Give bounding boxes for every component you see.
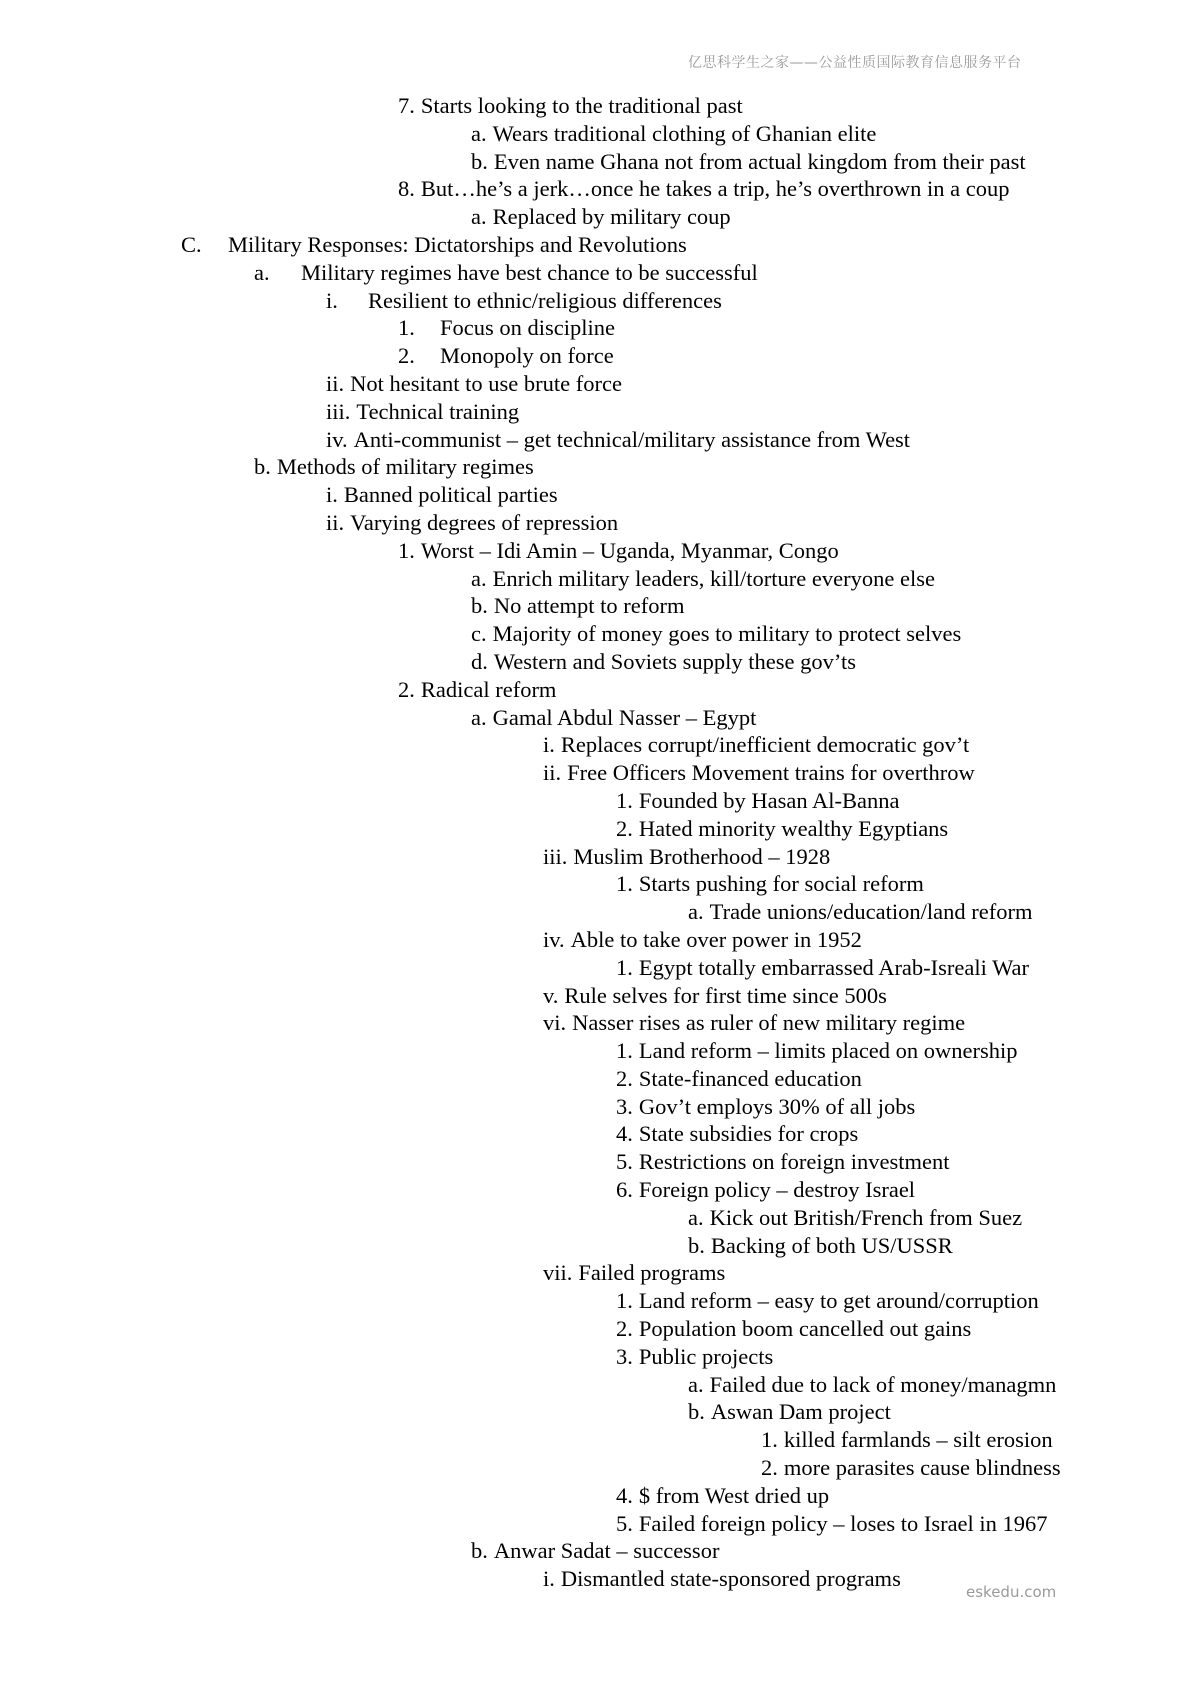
outline-item bbox=[0, 259, 1191, 287]
outline-item-marker: b. bbox=[471, 1538, 488, 1564]
outline-item-marker: ii. bbox=[543, 760, 562, 786]
outline-item-marker: a. bbox=[254, 259, 270, 285]
outline-item-text: Land reform – easy to get around/corruption bbox=[638, 1288, 1039, 1314]
outline-item bbox=[0, 620, 1191, 648]
outline-item-text: Muslim Brotherhood – 1928 bbox=[573, 843, 831, 869]
outline-item-marker: 4. bbox=[616, 1121, 633, 1147]
outline-item bbox=[0, 1537, 1191, 1565]
outline-item bbox=[0, 1065, 1191, 1093]
outline-item bbox=[0, 1232, 1191, 1260]
outline-item-text: Not hesitant to use brute force bbox=[350, 370, 622, 396]
outline-item bbox=[0, 370, 1191, 398]
outline-item-text: Enrich military leaders, kill/torture everyone else bbox=[492, 565, 935, 591]
outline-item bbox=[0, 898, 1191, 926]
outline-item-text: Gamal Abdul Nasser – Egypt bbox=[492, 704, 757, 730]
outline-item bbox=[0, 1398, 1191, 1426]
outline-item-marker: 1. bbox=[616, 1288, 633, 1314]
outline-item-marker: c. bbox=[471, 621, 487, 647]
outline-item-text: Rule selves for first time since 500s bbox=[564, 982, 887, 1008]
outline-item bbox=[0, 1204, 1191, 1232]
outline-item-text: Able to take over power in 1952 bbox=[570, 926, 862, 952]
outline-item-text: Public projects bbox=[638, 1343, 774, 1369]
outline-item bbox=[0, 1315, 1191, 1343]
outline-item-marker: a. bbox=[471, 704, 487, 730]
outline-item bbox=[0, 1120, 1191, 1148]
outline-item-marker: b. bbox=[688, 1399, 705, 1425]
outline-item-marker: C. bbox=[181, 231, 202, 257]
outline-item-marker: 2. bbox=[616, 1065, 633, 1091]
outline-item-marker: 7. bbox=[398, 93, 415, 118]
outline-item bbox=[0, 342, 1191, 370]
outline-item-marker: i. bbox=[543, 732, 555, 758]
outline-item bbox=[0, 509, 1191, 537]
outline-item-marker: d. bbox=[471, 648, 488, 674]
outline-item-text: Foreign policy – destroy Israel bbox=[638, 1177, 916, 1203]
outline-item-text: Dismantled state-sponsored programs bbox=[560, 1566, 901, 1592]
outline-item bbox=[0, 120, 1191, 148]
outline-item-text: Failed foreign policy – loses to Israel in 1967 bbox=[638, 1510, 1048, 1536]
outline-item bbox=[0, 1148, 1191, 1176]
outline-item bbox=[0, 1176, 1191, 1204]
outline-item-text: Trade unions/education/land reform bbox=[709, 899, 1033, 925]
outline-item-marker: a. bbox=[471, 565, 487, 591]
outline-item-text: State subsidies for crops bbox=[638, 1121, 859, 1147]
outline-item-text: State-financed education bbox=[638, 1065, 862, 1091]
outline-item-marker: 1. bbox=[616, 954, 633, 980]
outline-item-marker: v. bbox=[543, 982, 559, 1008]
outline-item-marker: 2. bbox=[616, 1316, 633, 1342]
outline-item bbox=[0, 231, 1191, 259]
outline-item-text: Banned political parties bbox=[343, 482, 558, 508]
outline-item-text: Military Responses: Dictatorships and Revolutions bbox=[228, 231, 687, 257]
outline-item-text: Anwar Sadat – successor bbox=[493, 1538, 720, 1564]
outline-item-text: Wears traditional clothing of Ghanian elite bbox=[492, 120, 877, 146]
outline-item-marker: i. bbox=[326, 287, 338, 313]
outline-item-marker: 1. bbox=[398, 537, 415, 563]
outline-item-text: Free Officers Movement trains for overthrow bbox=[567, 760, 975, 786]
outline-item bbox=[0, 704, 1191, 732]
outline-item-text: Hated minority wealthy Egyptians bbox=[638, 815, 949, 841]
outline-item-text: Replaces corrupt/inefficient democratic gov’t bbox=[560, 732, 970, 758]
outline-item bbox=[0, 92, 1191, 120]
outline-item bbox=[0, 815, 1191, 843]
outline-item-text: Radical reform bbox=[420, 676, 557, 702]
outline-item bbox=[0, 926, 1191, 954]
outline-item-marker: iii. bbox=[326, 398, 351, 424]
outline-item-marker: 1. bbox=[616, 787, 633, 813]
outline-item-marker: a. bbox=[471, 204, 487, 230]
outline-item bbox=[0, 1482, 1191, 1510]
outline-item bbox=[0, 759, 1191, 787]
outline-item-text: Founded by Hasan Al-Banna bbox=[638, 787, 900, 813]
outline-item-marker: 2. bbox=[398, 676, 415, 702]
outline-item bbox=[0, 1454, 1191, 1482]
outline-item-marker: b. bbox=[254, 454, 271, 480]
outline-item-text: Starts looking to the traditional past bbox=[420, 93, 743, 118]
outline-item-text: Replaced by military coup bbox=[492, 204, 731, 230]
outline-item bbox=[0, 787, 1191, 815]
outline-item bbox=[0, 843, 1191, 871]
outline-item-marker: 2. bbox=[761, 1455, 778, 1481]
outline-item-marker: 1. bbox=[616, 871, 633, 897]
outline-item bbox=[0, 1009, 1191, 1037]
outline-item-text: Majority of money goes to military to protect selves bbox=[492, 621, 962, 647]
outline-item-marker: 1. bbox=[761, 1427, 778, 1453]
outline-item-text: killed farmlands – silt erosion bbox=[783, 1427, 1053, 1453]
outline-item bbox=[0, 731, 1191, 759]
document-outline bbox=[0, 92, 1191, 1593]
outline-item bbox=[0, 1510, 1191, 1538]
outline-item-marker: iv. bbox=[543, 926, 565, 952]
outline-item bbox=[0, 148, 1191, 176]
outline-item-text: Starts pushing for social reform bbox=[638, 871, 924, 897]
outline-item-marker: iii. bbox=[543, 843, 568, 869]
outline-item bbox=[0, 537, 1191, 565]
outline-item-text: Technical training bbox=[356, 398, 520, 424]
outline-item-text: Failed due to lack of money/managmn bbox=[709, 1371, 1057, 1397]
outline-item-text: Aswan Dam project bbox=[710, 1399, 891, 1425]
outline-item-text: Monopoly on force bbox=[440, 343, 614, 369]
outline-item bbox=[0, 1287, 1191, 1315]
outline-item-text: Worst – Idi Amin – Uganda, Myanmar, Congo bbox=[420, 537, 839, 563]
outline-item-marker: 2. bbox=[398, 343, 415, 369]
outline-item-text: $ from West dried up bbox=[638, 1482, 830, 1508]
outline-item bbox=[0, 398, 1191, 426]
outline-item-marker: b. bbox=[688, 1232, 705, 1258]
outline-item-marker: 5. bbox=[616, 1149, 633, 1175]
outline-item bbox=[0, 1259, 1191, 1287]
outline-item bbox=[0, 203, 1191, 231]
watermark-footer-text: eskedu.com bbox=[966, 1583, 1057, 1601]
outline-item bbox=[0, 426, 1191, 454]
outline-item-text: No attempt to reform bbox=[493, 593, 685, 619]
outline-item-marker: a. bbox=[688, 899, 704, 925]
outline-item bbox=[0, 592, 1191, 620]
outline-item-marker: a. bbox=[471, 120, 487, 146]
outline-item-text: Gov’t employs 30% of all jobs bbox=[638, 1093, 916, 1119]
outline-item bbox=[0, 676, 1191, 704]
outline-item-marker: 4. bbox=[616, 1482, 633, 1508]
outline-item bbox=[0, 314, 1191, 342]
outline-item-text: Resilient to ethnic/religious differences bbox=[368, 287, 722, 313]
outline-item bbox=[0, 481, 1191, 509]
outline-item-text: Restrictions on foreign investment bbox=[638, 1149, 950, 1175]
outline-item-marker: 1. bbox=[616, 1038, 633, 1064]
outline-item-marker: a. bbox=[688, 1371, 704, 1397]
outline-item-marker: 8. bbox=[398, 176, 415, 202]
outline-item-text: Military regimes have best chance to be successful bbox=[301, 259, 758, 285]
outline-item bbox=[0, 453, 1191, 481]
outline-item-marker: vi. bbox=[543, 1010, 567, 1036]
outline-item-text: Even name Ghana not from actual kingdom from their past bbox=[493, 148, 1026, 174]
outline-item-text: Methods of military regimes bbox=[276, 454, 534, 480]
outline-item bbox=[0, 287, 1191, 315]
outline-item-marker: i. bbox=[326, 482, 338, 508]
outline-item-text: Varying degrees of repression bbox=[350, 509, 619, 535]
outline-item-text: Western and Soviets supply these gov’ts bbox=[493, 648, 856, 674]
outline-item-marker: ii. bbox=[326, 370, 345, 396]
outline-item-marker: a. bbox=[688, 1204, 704, 1230]
outline-item-marker: ii. bbox=[326, 509, 345, 535]
outline-item-marker: 2. bbox=[616, 815, 633, 841]
watermark-header-text: 亿思科学生之家——公益性质国际教育信息服务平台 bbox=[688, 55, 1022, 71]
outline-item-marker: b. bbox=[471, 148, 488, 174]
outline-item bbox=[0, 982, 1191, 1010]
outline-item-text: Kick out British/French from Suez bbox=[709, 1204, 1023, 1230]
outline-item-text: Land reform – limits placed on ownership bbox=[638, 1038, 1018, 1064]
outline-item bbox=[0, 648, 1191, 676]
outline-item-text: more parasites cause blindness bbox=[783, 1455, 1061, 1481]
outline-item-text: Anti-communist – get technical/military assistance from West bbox=[353, 426, 911, 452]
outline-item-marker: iv. bbox=[326, 426, 348, 452]
outline-item-text: Backing of both US/USSR bbox=[710, 1232, 953, 1258]
outline-item-text: Nasser rises as ruler of new military regime bbox=[572, 1010, 966, 1036]
outline-item bbox=[0, 565, 1191, 593]
outline-item-text: Population boom cancelled out gains bbox=[638, 1316, 972, 1342]
outline-item bbox=[0, 870, 1191, 898]
outline-item-marker: 1. bbox=[398, 315, 415, 341]
outline-item-text: Failed programs bbox=[578, 1260, 726, 1286]
outline-item-marker: vii. bbox=[543, 1260, 573, 1286]
outline-item bbox=[0, 1371, 1191, 1399]
outline-item-marker: 3. bbox=[616, 1343, 633, 1369]
outline-item bbox=[0, 1037, 1191, 1065]
outline-item-marker: i. bbox=[543, 1566, 555, 1592]
outline-item bbox=[0, 1426, 1191, 1454]
outline-item-text: Focus on discipline bbox=[440, 315, 615, 341]
outline-item-text: But…he’s a jerk…once he takes a trip, he’s overthrown in a coup bbox=[420, 176, 1010, 202]
outline-item-marker: 5. bbox=[616, 1510, 633, 1536]
outline-item bbox=[0, 175, 1191, 203]
outline-item bbox=[0, 1093, 1191, 1121]
outline-item-marker: b. bbox=[471, 593, 488, 619]
outline-item bbox=[0, 1343, 1191, 1371]
outline-item-marker: 3. bbox=[616, 1093, 633, 1119]
outline-item-text: Egypt totally embarrassed Arab-Isreali War bbox=[638, 954, 1030, 980]
outline-item-marker: 6. bbox=[616, 1177, 633, 1203]
outline-item bbox=[0, 954, 1191, 982]
